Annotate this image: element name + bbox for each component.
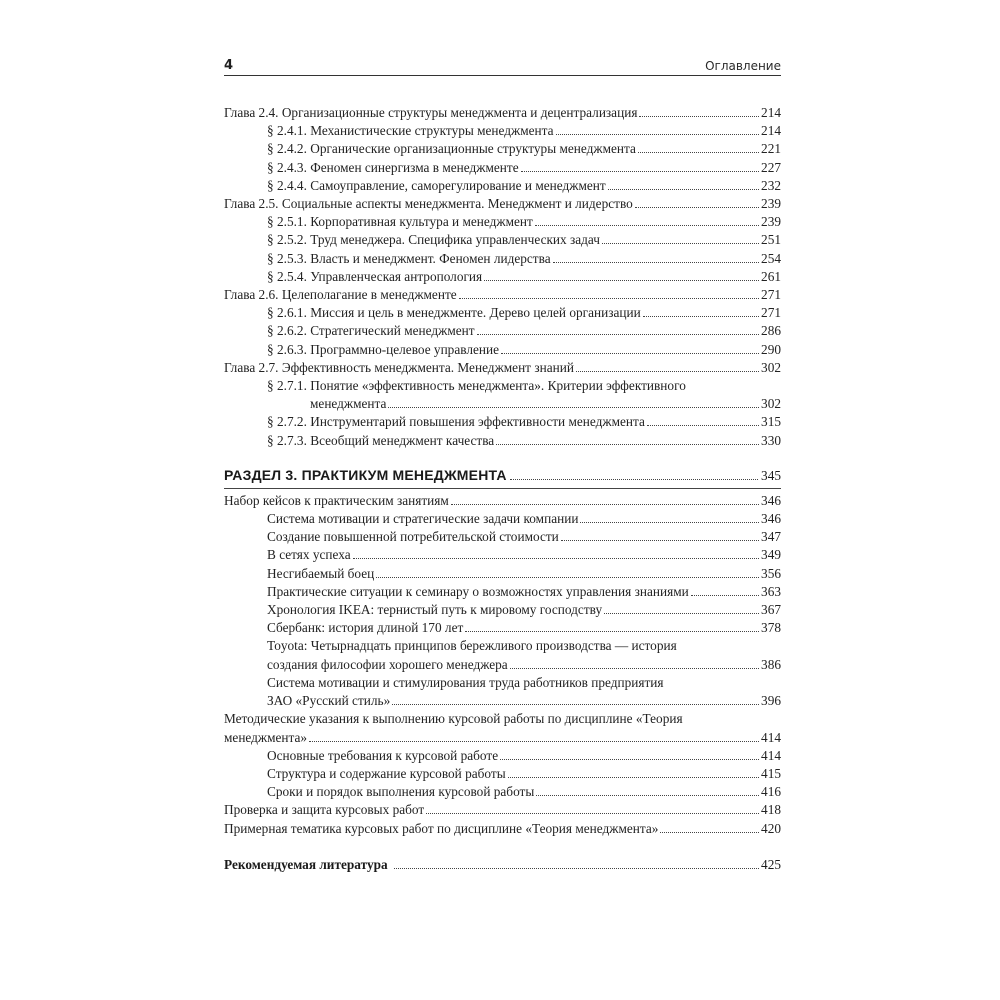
toc-entry-subsection[interactable] [224, 268, 781, 286]
toc-entry-page: 378 [761, 620, 781, 636]
toc-entry-subsection[interactable] [224, 432, 781, 450]
dot-leader [580, 522, 759, 523]
dot-leader [643, 316, 759, 317]
toc-entry-subsection[interactable] [224, 413, 781, 431]
toc-entry-page: 290 [761, 341, 781, 357]
toc-entry-label: Глава 2.7. Эффективность менеджмента. Менеджмент знаний [224, 359, 574, 375]
section-title: РАЗДЕЛ 3. ПРАКТИКУМ МЕНЕДЖМЕНТА [224, 466, 507, 483]
toc-entry-subsection[interactable] [224, 601, 781, 619]
toc-entry-page: 363 [761, 583, 781, 599]
toc-entry-page: 330 [761, 432, 781, 448]
toc-section-3[interactable] [224, 466, 781, 489]
toc-entry-subsection[interactable] [224, 122, 781, 140]
toc-entry-page: 227 [761, 159, 781, 175]
toc-entry-chapter[interactable] [224, 801, 781, 819]
toc-entry-label: Набор кейсов к практическим занятиям [224, 492, 449, 508]
toc-entry-page: 261 [761, 268, 781, 284]
dot-leader [553, 262, 759, 263]
toc-entry-subsection[interactable] [224, 304, 781, 322]
toc-entry-chapter[interactable] [224, 359, 781, 377]
toc-entry-page: 214 [761, 123, 781, 139]
dot-leader [608, 189, 759, 190]
toc-entry-page: 346 [761, 511, 781, 527]
section-page: 345 [761, 467, 781, 483]
toc-entry-chapter[interactable] [224, 195, 781, 213]
toc-entry-label: Глава 2.5. Социальные аспекты менеджмента. Менеджмент и лидерство [224, 196, 633, 212]
toc-entry-label: Создание повышенной потребительской стоимости [267, 529, 559, 545]
toc-entry-toyota[interactable] [224, 637, 781, 673]
toc-entry-chapter[interactable] [224, 820, 781, 838]
dot-leader [691, 595, 759, 596]
toc-entry-page: 315 [761, 414, 781, 430]
dot-leader [602, 243, 759, 244]
dot-leader [484, 280, 759, 281]
toc-entry-page: 349 [761, 547, 781, 563]
toc-entry-label: Примерная тематика курсовых работ по дисциплине «Теория менеджмента» [224, 820, 659, 836]
toc-entry-page: 221 [761, 141, 781, 157]
toc-entry-label: § 2.5.1. Корпоративная культура и менеджмент [267, 214, 533, 230]
toc-group-chapter-2-end [224, 413, 781, 449]
toc-entry-subsection[interactable] [224, 177, 781, 195]
dot-leader [477, 334, 759, 335]
dot-leader [501, 353, 759, 354]
toc-entry-label: § 2.6.1. Миссия и цель в менеджменте. Дерево целей организации [267, 305, 641, 321]
toc-entry-page: 356 [761, 565, 781, 581]
toc-entry-page: 396 [761, 693, 781, 709]
toc-entry-page: 302 [761, 359, 781, 375]
toc-entry-label: Основные требования к курсовой работе [267, 747, 499, 763]
toc-entry-label: § 2.5.2. Труд менеджера. Специфика управленческих задач [267, 232, 600, 248]
toc-entry-page: 271 [761, 305, 781, 321]
toc-entry-subsection[interactable] [224, 565, 781, 583]
toc-entry-page: 367 [761, 602, 781, 618]
dot-leader [635, 207, 759, 208]
toc-entry-subsection[interactable] [224, 231, 781, 249]
dot-leader [521, 171, 759, 172]
toc-entry-page: 271 [761, 287, 781, 303]
dot-leader [394, 868, 759, 869]
dot-leader [496, 444, 759, 445]
toc-entry-subsection[interactable] [224, 546, 781, 564]
toc-entry-label: Система мотивации и стратегические задачи компании [267, 511, 579, 527]
dot-leader [536, 795, 759, 796]
toc-group-chapter-2 [224, 104, 781, 377]
toc-entry-label: Система мотивации и стимулирования труда работников предприятия [267, 674, 664, 690]
toc-entry-subsection[interactable] [224, 528, 781, 546]
dot-leader [508, 777, 759, 778]
header-rule [224, 75, 781, 76]
dot-leader [392, 704, 759, 705]
toc-entry-page: 286 [761, 323, 781, 339]
toc-entry-page: 425 [761, 856, 781, 872]
toc-entry-label: Рекомендуемая литература [224, 856, 388, 872]
dot-leader [660, 832, 759, 833]
toc-entry-page: 418 [761, 802, 781, 818]
dot-leader [376, 577, 759, 578]
running-title: Оглавление [705, 59, 781, 73]
toc-entry-page: 232 [761, 177, 781, 193]
toc-entry-subsection[interactable] [224, 250, 781, 268]
dot-leader [388, 407, 759, 408]
toc-entry-label: Практические ситуации к семинару о возможностях управления знаниями [267, 583, 689, 599]
toc-entry-subsection[interactable] [224, 322, 781, 340]
dot-leader [604, 613, 759, 614]
toc-entry-2-7-1[interactable] [224, 377, 781, 413]
toc-entry-label: § 2.7.2. Инструментарий повышения эффективности менеджмента [267, 414, 645, 430]
toc-entry-subsection[interactable] [224, 619, 781, 637]
toc-entry-page: 414 [761, 729, 781, 745]
dot-leader [510, 479, 758, 480]
toc-entry-subsection[interactable] [224, 341, 781, 359]
toc-group-coursework [224, 747, 781, 838]
toc-entry-label: § 2.6.2. Стратегический менеджмент [267, 323, 475, 339]
toc-entry-label: Глава 2.4. Организационные структуры менеджмента и децентрализация [224, 105, 638, 120]
toc-entry-page: 239 [761, 196, 781, 212]
toc-entry-label: Глава 2.6. Целеполагание в менеджменте [224, 287, 457, 303]
running-head [224, 58, 781, 76]
toc-entry-label: § 2.4.1. Механистические структуры менеджмента [267, 123, 554, 139]
toc-entry-subsection[interactable] [224, 140, 781, 158]
toc-entry-page: 386 [761, 656, 781, 672]
toc-entry-subsection[interactable] [224, 783, 781, 801]
toc-entry-page: 414 [761, 747, 781, 763]
toc-entry-page: 239 [761, 214, 781, 230]
toc-entry-label: Toyota: Четырнадцать принципов бережливого производства — история [267, 638, 677, 654]
toc-entry-subsection[interactable] [224, 583, 781, 601]
toc-entry-page: 251 [761, 232, 781, 248]
toc-entry-page: 302 [761, 396, 781, 412]
dot-leader [309, 741, 759, 742]
toc-entry-page: 415 [761, 765, 781, 781]
toc-entry-label-continued: менеджмента [310, 396, 387, 412]
page-number: 4 [224, 58, 234, 73]
toc-entry-subsection[interactable] [224, 747, 781, 765]
toc-entry-label: Несгибаемый боец [267, 565, 375, 581]
toc-entry-label: § 2.7.1. Понятие «эффективность менеджмента». Критерии эффективного [267, 378, 686, 394]
toc-entry-subsection[interactable] [224, 510, 781, 528]
dot-leader [561, 540, 759, 541]
toc-entry-label: Методические указания к выполнению курсовой работы по дисциплине «Теория [224, 711, 683, 727]
dot-leader [353, 558, 759, 559]
toc-entry-label: В сетях успеха [267, 547, 351, 563]
toc-entry-page: 214 [761, 105, 781, 120]
toc-entry-label: Сроки и порядок выполнения курсовой работы [267, 784, 535, 800]
dot-leader [451, 504, 759, 505]
dot-leader [510, 668, 759, 669]
toc-entry-label: § 2.4.4. Самоуправление, саморегулирование и менеджмент [267, 177, 606, 193]
toc-entry-label-continued: создания философии хорошего менеджера [267, 656, 508, 672]
dot-leader [647, 425, 759, 426]
toc-entry-label: Структура и содержание курсовой работы [267, 765, 506, 781]
dot-leader [535, 225, 759, 226]
toc-group-cases [224, 492, 781, 638]
toc-entry-literature[interactable] [224, 856, 781, 874]
dot-leader [639, 116, 759, 117]
toc-entry-label: § 2.7.3. Всеобщий менеджмент качества [267, 432, 495, 448]
toc-entry-label: § 2.6.3. Программно-целевое управление [267, 341, 500, 357]
dot-leader [459, 298, 759, 299]
toc-entry-subsection[interactable] [224, 159, 781, 177]
dot-leader [465, 631, 759, 632]
toc-entry-chapter[interactable] [224, 492, 781, 510]
toc-entry-chapter[interactable] [224, 286, 781, 304]
toc-entry-page: 416 [761, 784, 781, 800]
dot-leader [426, 813, 759, 814]
toc-entry-label-continued: менеджмента» [224, 729, 308, 745]
table-of-contents [224, 104, 781, 874]
toc-entry-label: Хронология IKEA: тернистый путь к мировому господству [267, 602, 603, 618]
toc-entry-subsection[interactable] [224, 213, 781, 231]
dot-leader [576, 371, 759, 372]
toc-entry-label: § 2.5.4. Управленческая антропология [267, 268, 483, 284]
toc-entry-label: § 2.4.3. Феномен синергизма в менеджменте [267, 159, 519, 175]
toc-entry-subsection[interactable] [224, 765, 781, 783]
toc-entry-label: § 2.4.2. Органические организационные структуры менеджмента [267, 141, 636, 157]
toc-entry-methodical-guidelines[interactable] [224, 710, 781, 746]
dot-leader [556, 134, 760, 135]
toc-entry-page: 254 [761, 250, 781, 266]
toc-entry-page: 347 [761, 529, 781, 545]
toc-entry-label: § 2.5.3. Власть и менеджмент. Феномен лидерства [267, 250, 551, 266]
toc-entry-chapter[interactable] [224, 104, 781, 122]
dot-leader [500, 759, 759, 760]
toc-entry-label: Проверка и защита курсовых работ [224, 802, 425, 818]
toc-entry-label: Сбербанк: история длиной 170 лет [267, 620, 464, 636]
toc-entry-russian-style[interactable] [224, 674, 781, 710]
toc-entry-page: 346 [761, 492, 781, 508]
toc-entry-page: 420 [761, 820, 781, 836]
dot-leader [638, 152, 759, 153]
toc-entry-label-continued: ЗАО «Русский стиль» [267, 693, 391, 709]
